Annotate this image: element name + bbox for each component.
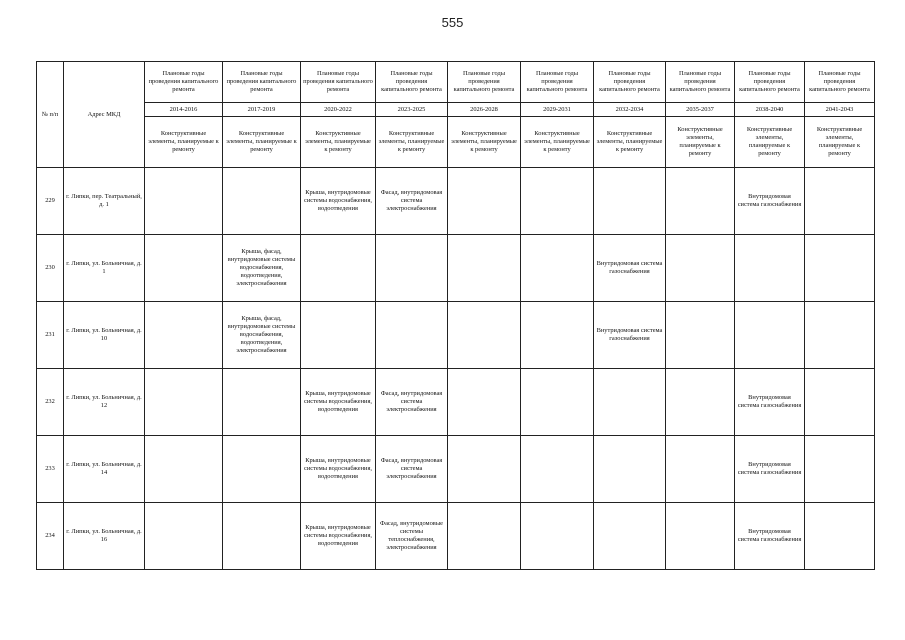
- row-elements-cell: [805, 302, 875, 369]
- row-address: г. Липки, ул. Больничная, д. 1: [64, 235, 145, 302]
- table-header: [37, 62, 875, 168]
- row-elements-cell: [376, 302, 448, 369]
- row-elements-cell: [448, 302, 521, 369]
- row-address: г. Липки, ул. Больничная, д. 16: [64, 503, 145, 570]
- header-year: 2026-2028: [448, 103, 521, 117]
- row-elements-cell: [594, 503, 666, 570]
- table-row: [37, 503, 875, 570]
- header-elements: Конструктивные элементы, планируемые к ремонту: [376, 117, 448, 168]
- row-elements-cell: [145, 503, 223, 570]
- row-elements-cell: [301, 235, 376, 302]
- header-year: 2023-2025: [376, 103, 448, 117]
- table-row: [37, 369, 875, 436]
- header-elements: Конструктивные элементы, планируемые к ремонту: [521, 117, 594, 168]
- header-num: № п/п: [37, 62, 64, 168]
- row-elements-cell: [666, 168, 735, 235]
- table-row: [37, 436, 875, 503]
- row-elements-cell: Крыша, внутридомовые системы водоснабжения, водоотведения: [301, 168, 376, 235]
- row-elements-cell: [735, 235, 805, 302]
- header-year: 2041-2043: [805, 103, 875, 117]
- row-elements-cell: [145, 302, 223, 369]
- header-year: 2035-2037: [666, 103, 735, 117]
- row-address: г. Липки, ул. Больничная, д. 10: [64, 302, 145, 369]
- row-elements-cell: Внутридомовая система газоснабжения: [594, 235, 666, 302]
- row-elements-cell: [521, 436, 594, 503]
- row-elements-cell: [448, 436, 521, 503]
- row-elements-cell: Фасад, внутридомовая система электроснабжения: [376, 369, 448, 436]
- row-elements-cell: [145, 436, 223, 503]
- header-elements: Конструктивные элементы, планируемые к ремонту: [145, 117, 223, 168]
- row-address: г. Липки, ул. Больничная, д. 14: [64, 436, 145, 503]
- header-period-title: Плановые годы проведения капитального ремонта: [376, 62, 448, 103]
- row-elements-cell: Крыша, внутридомовые системы водоснабжения, водоотведения: [301, 436, 376, 503]
- header-elements: Конструктивные элементы, планируемые к ремонту: [301, 117, 376, 168]
- row-elements-cell: Крыша, внутридомовые системы водоснабжения, водоотведения: [301, 503, 376, 570]
- row-elements-cell: [521, 168, 594, 235]
- row-elements-cell: [666, 503, 735, 570]
- row-elements-cell: [145, 235, 223, 302]
- row-address: г. Липки, пер. Театральный, д. 1: [64, 168, 145, 235]
- row-elements-cell: [735, 302, 805, 369]
- header-year: 2038-2040: [735, 103, 805, 117]
- row-elements-cell: [145, 168, 223, 235]
- row-elements-cell: [805, 369, 875, 436]
- header-elements: Конструктивные элементы, планируемые к ремонту: [223, 117, 301, 168]
- row-elements-cell: [805, 503, 875, 570]
- row-elements-cell: [223, 369, 301, 436]
- header-period-title: Плановые годы проведения капитального ремонта: [666, 62, 735, 103]
- row-elements-cell: Внутридомовая система газоснабжения: [735, 369, 805, 436]
- row-elements-cell: Внутридомовая система газоснабжения: [735, 168, 805, 235]
- row-elements-cell: [448, 369, 521, 436]
- row-elements-cell: [666, 302, 735, 369]
- row-elements-cell: Фасад, внутридомовые системы теплоснабжения, электроснабжения: [376, 503, 448, 570]
- row-number: 234: [37, 503, 64, 570]
- row-elements-cell: Крыша, фасад, внутридомовые системы водоснабжения, водоотведения, электроснабжения: [223, 302, 301, 369]
- row-elements-cell: Внутридомовая система газоснабжения: [735, 503, 805, 570]
- header-period-title: Плановые годы проведения капитального ремонта: [594, 62, 666, 103]
- row-elements-cell: [594, 436, 666, 503]
- table-body: [37, 168, 875, 570]
- header-year: 2017-2019: [223, 103, 301, 117]
- header-elements: Конструктивные элементы, планируемые к ремонту: [666, 117, 735, 168]
- header-period-title: Плановые годы проведения капитального ремонта: [301, 62, 376, 103]
- row-elements-cell: [805, 168, 875, 235]
- row-elements-cell: [448, 235, 521, 302]
- row-elements-cell: [145, 369, 223, 436]
- header-elements: Конструктивные элементы, планируемые к ремонту: [448, 117, 521, 168]
- row-elements-cell: Внутридомовая система газоснабжения: [735, 436, 805, 503]
- row-elements-cell: Фасад, внутридомовая система электроснабжения: [376, 168, 448, 235]
- row-elements-cell: [376, 235, 448, 302]
- header-elements: Конструктивные элементы, планируемые к ремонту: [594, 117, 666, 168]
- row-elements-cell: Крыша, фасад, внутридомовые системы водоснабжения, водоотведения, электроснабжения: [223, 235, 301, 302]
- header-year: 2020-2022: [301, 103, 376, 117]
- row-elements-cell: [521, 369, 594, 436]
- row-number: 232: [37, 369, 64, 436]
- row-elements-cell: [594, 369, 666, 436]
- header-period-title: Плановые годы проведения капитального ремонта: [448, 62, 521, 103]
- page-number: 555: [441, 15, 464, 30]
- row-elements-cell: [223, 436, 301, 503]
- row-number: 231: [37, 302, 64, 369]
- row-number: 229: [37, 168, 64, 235]
- row-elements-cell: [301, 302, 376, 369]
- row-number: 233: [37, 436, 64, 503]
- header-elements: Конструктивные элементы, планируемые к ремонту: [805, 117, 875, 168]
- row-elements-cell: [805, 235, 875, 302]
- header-year: 2032-2034: [594, 103, 666, 117]
- row-address: г. Липки, ул. Больничная, д. 12: [64, 369, 145, 436]
- row-elements-cell: Внутридомовая система газоснабжения: [594, 302, 666, 369]
- capital-repair-table: [36, 61, 875, 570]
- row-number: 230: [37, 235, 64, 302]
- row-elements-cell: [805, 436, 875, 503]
- row-elements-cell: [448, 503, 521, 570]
- row-elements-cell: [666, 369, 735, 436]
- row-elements-cell: [223, 503, 301, 570]
- header-period-title: Плановые годы проведения капитального ремонта: [735, 62, 805, 103]
- header-address: Адрес МКД: [64, 62, 145, 168]
- header-period-title: Плановые годы проведения капитального ремонта: [145, 62, 223, 103]
- row-elements-cell: [666, 235, 735, 302]
- row-elements-cell: [521, 503, 594, 570]
- row-elements-cell: Крыша, внутридомовые системы водоснабжения, водоотведения: [301, 369, 376, 436]
- row-elements-cell: [521, 302, 594, 369]
- header-elements: Конструктивные элементы, планируемые к ремонту: [735, 117, 805, 168]
- row-elements-cell: [666, 436, 735, 503]
- header-period-title: Плановые годы проведения капитального ремонта: [223, 62, 301, 103]
- row-elements-cell: [448, 168, 521, 235]
- table-row: [37, 168, 875, 235]
- table-row: [37, 302, 875, 369]
- row-elements-cell: [594, 168, 666, 235]
- header-year: 2029-2031: [521, 103, 594, 117]
- header-period-title: Плановые годы проведения капитального ремонта: [805, 62, 875, 103]
- header-period-title: Плановые годы проведения капитального ремонта: [521, 62, 594, 103]
- table-row: [37, 235, 875, 302]
- row-elements-cell: [521, 235, 594, 302]
- row-elements-cell: [223, 168, 301, 235]
- row-elements-cell: Фасад, внутридомовая система электроснабжения: [376, 436, 448, 503]
- header-year: 2014-2016: [145, 103, 223, 117]
